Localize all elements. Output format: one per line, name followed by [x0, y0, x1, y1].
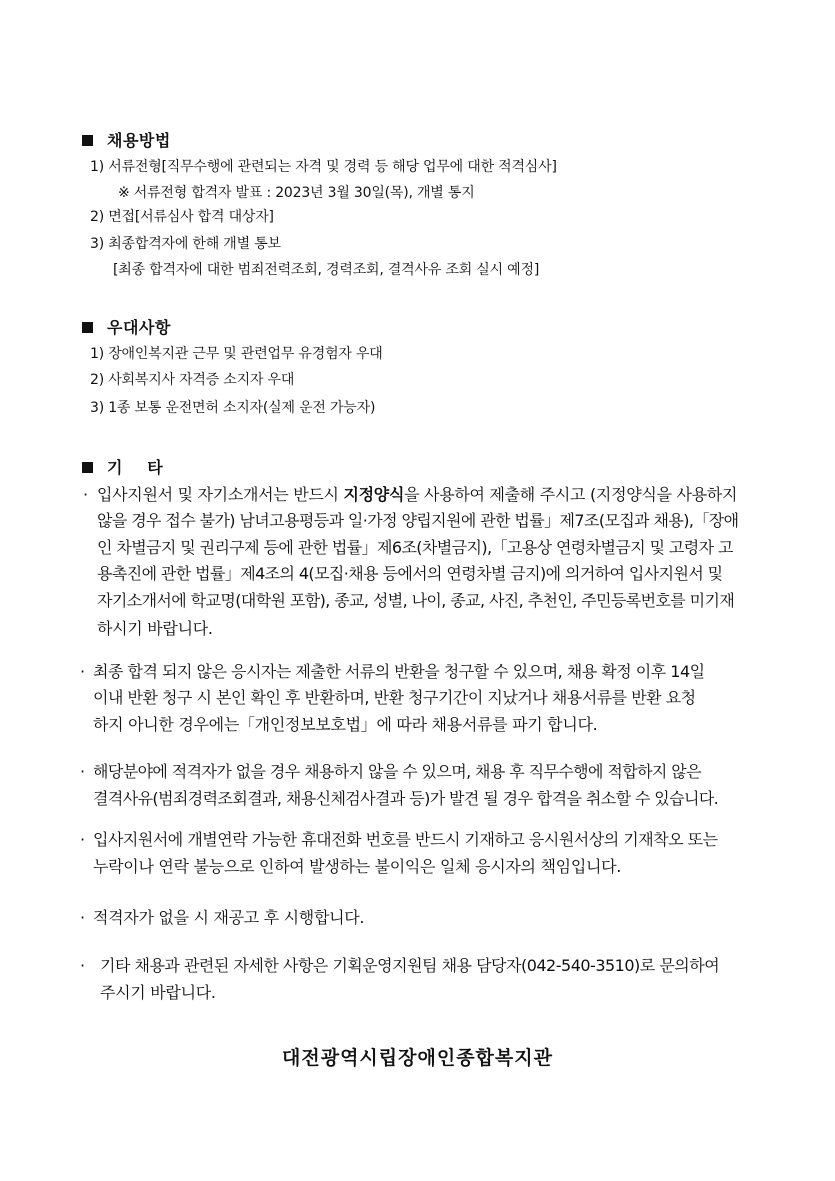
bullet-line: 입사지원서에 개별연락 가능한 휴대전화 번호를 반드시 기재하고 응시원서상의 기재착오 또는 [93, 830, 718, 849]
square-bullet-icon [82, 135, 93, 146]
bullet-dot: · [80, 908, 85, 927]
list-item: 2) 면접[서류심사 합격 대상자] [90, 209, 274, 225]
bullet-line: 인 차별금지 및 권리구제 등에 관한 법률」제6조(차별금지),「고용상 연령차별금지 및 고령자 고 [97, 538, 733, 557]
emphasis-designated-form: 지정양식 [343, 485, 405, 504]
organization-name: 대전광역시립장애인종합복지관 [282, 1047, 553, 1069]
square-bullet-icon [82, 462, 93, 473]
list-item: 2) 사회복지사 자격증 소지자 우대 [90, 372, 295, 388]
bullet-dot: · [83, 485, 88, 504]
bullet-line: 해당분야에 적격자가 없을 경우 채용하지 않을 수 있으며, 채용 후 직무수행에 적합하지 않은 [93, 762, 701, 781]
bullet-line: 하시기 바랍니다. [97, 619, 213, 638]
bullet-line: 하지 아니한 경우에는「개인정보보호법」에 따라 채용서류를 파기 합니다. [93, 715, 598, 734]
bullet-line: 최종 합격 되지 않은 응시자는 제출한 서류의 반환을 청구할 수 있으며, 채용 확정 이후 14일 [93, 662, 705, 681]
bullet-line: 입사지원서 및 자기소개서는 반드시 지정양식을 사용하여 제출해 주시고 (지정양식을 사용하지 [97, 485, 738, 504]
bullet-line: 주시기 바랍니다. [100, 983, 216, 1002]
bullet-dot: · [80, 762, 85, 781]
bullet-dot: · [80, 830, 85, 849]
square-bullet-icon [82, 322, 93, 333]
bullet-line: 기타 채용과 관련된 자세한 사항은 기획운영지원팀 채용 담당자(042-540-3510)로 문의하여 [100, 956, 720, 975]
bullet-line: 결격사유(범죄경력조회결과, 채용신체검사결과 등)가 발견 될 경우 합격을 취소할 수 있습니다. [93, 789, 719, 808]
note-item: [최종 합격자에 대한 범죄전력조회, 경력조회, 결격사유 조회 실시 예정] [113, 262, 540, 278]
bullet-line: 적격자가 없을 시 재공고 후 시행합니다. [93, 908, 365, 927]
list-item: 3) 1종 보통 운전면허 소지자(실제 운전 가능자) [90, 400, 376, 416]
section-heading-preferences [82, 315, 171, 338]
bullet-line: 용촉진에 관한 법률」제4조의 4(모집·채용 등에서의 연령차별 금지)에 의거하여 입사지원서 및 [97, 564, 723, 583]
bullet-line: 누락이나 연락 불능으로 인하여 발생하는 불이익은 일체 응시자의 책임입니다. [93, 857, 622, 876]
section-title: 기 타 [107, 458, 164, 477]
bullet-line: 않을 경우 접수 불가) 남녀고용평등과 일·가정 양립지원에 관한 법률」제7조(모집과 채용),「장애 [97, 511, 739, 530]
bullet-dot: · [80, 956, 85, 975]
section-title: 채용방법 [107, 131, 171, 150]
list-item: 1) 장애인복지관 근무 및 관련업무 유경험자 우대 [90, 346, 383, 362]
section-heading-hiring-method [82, 128, 171, 151]
list-item: 1) 서류전형[직무수행에 관련되는 자격 및 경력 등 해당 업무에 대한 적격심사] [90, 159, 557, 175]
section-title: 우대사항 [107, 318, 171, 337]
note-item: ※ 서류전형 합격자 발표 : 2023년 3월 30일(목), 개별 통지 [118, 185, 475, 201]
bullet-line: 자기소개서에 학교명(대학원 포함), 종교, 성별, 나이, 종교, 사진, 추천인, 주민등록번호를 미기재 [97, 591, 735, 610]
bullet-line: 이내 반환 청구 시 본인 확인 후 반환하며, 반환 청구기간이 지났거나 채용서류를 반환 요청 [93, 688, 696, 707]
list-item: 3) 최종합격자에 한해 개별 통보 [90, 236, 281, 252]
bullet-dot: · [80, 662, 85, 681]
section-heading-others [82, 455, 163, 478]
